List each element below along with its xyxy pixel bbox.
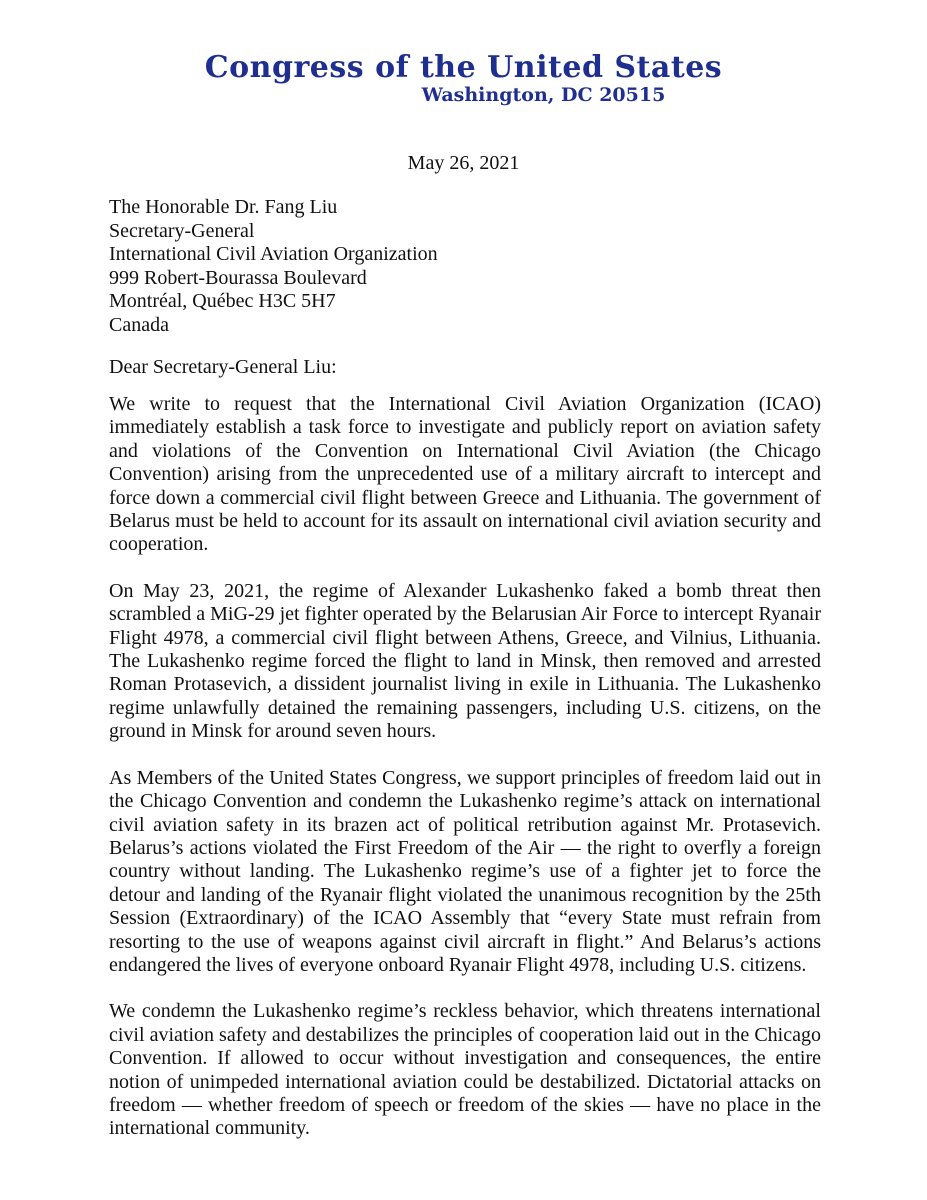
recipient-line: 999 Robert-Bourassa Boulevard bbox=[109, 266, 367, 289]
letter-date: May 26, 2021 bbox=[407, 152, 520, 174]
body-paragraph: We write to request that the International Civil Aviation Organization (ICAO) immediately establish a task force to investigate and publicly report on aviation safety and violations of the Convention on International Civil Aviation (the Chicago Convention) arising from the unprecedented use of a military aircraft to intercept and force down a commercial civil flight between Greece and Lithuania. The government of Belarus must be held to account for its assault on international civil aviation security and cooperation. bbox=[109, 393, 821, 556]
body-paragraph: On May 23, 2021, the regime of Alexander Lukashenko faked a bomb threat then scrambled a MiG-29 jet fighter operated by the Belarusian Air Force to intercept Ryanair Flight 4978, a commercial civil flight between Athens, Greece, and Vilnius, Lithuania. The Lukashenko regime forced the flight to land in Minsk, then removed and arrested Roman Protasevich, a dissident journalist living in exile in Lithuania. The Lukashenko regime unlawfully detained the remaining passengers, including U.S. citizens, on the ground in Minsk for around seven hours. bbox=[109, 579, 821, 743]
body-paragraph: We condemn the Lukashenko regime’s reckless behavior, which threatens international civil aviation safety and destabilizes the principles of cooperation laid out in the Chicago Convention. If allowed to occur without investigation and consequences, the entire notion of unimpeded international aviation could be destabilized. Dictatorial attacks on freedom — whether freedom of speech or freedom of the skies — have no place in the international community. bbox=[109, 1000, 821, 1140]
letterhead bbox=[0, 50, 927, 106]
letter-body bbox=[109, 393, 821, 1164]
letterhead-title: Congress of the United States bbox=[204, 50, 723, 85]
recipient-line: Canada bbox=[109, 313, 169, 336]
letterhead-subtitle: Washington, DC 20515 bbox=[421, 84, 666, 106]
body-paragraph: As Members of the United States Congress, we support principles of freedom laid out in the Chicago Convention and condemn the Lukashenko regime’s attack on international civil aviation safety in its brazen act of political retribution against Mr. Protasevich. Belarus’s actions violated the First Freedom of the Air — the right to overfly a foreign country without landing. The Lukashenko regime’s use of a fighter jet to force the detour and landing of the Ryanair flight violated the unanimous recognition by the 25th Session (Extraordinary) of the ICAO Assembly that “every State must refrain from resorting to the use of weapons against civil aircraft in flight.” And Belarus’s actions endangered the lives of everyone onboard Ryanair Flight 4978, including U.S. citizens. bbox=[109, 766, 821, 976]
recipient-line: The Honorable Dr. Fang Liu bbox=[109, 196, 338, 218]
recipient-line: Montréal, Québec H3C 5H7 bbox=[109, 290, 336, 313]
recipient-line: International Civil Aviation Organization bbox=[109, 243, 438, 266]
recipient-line: Secretary-General bbox=[109, 219, 255, 242]
salutation: Dear Secretary-General Liu: bbox=[109, 356, 337, 378]
recipient-address bbox=[109, 196, 438, 338]
